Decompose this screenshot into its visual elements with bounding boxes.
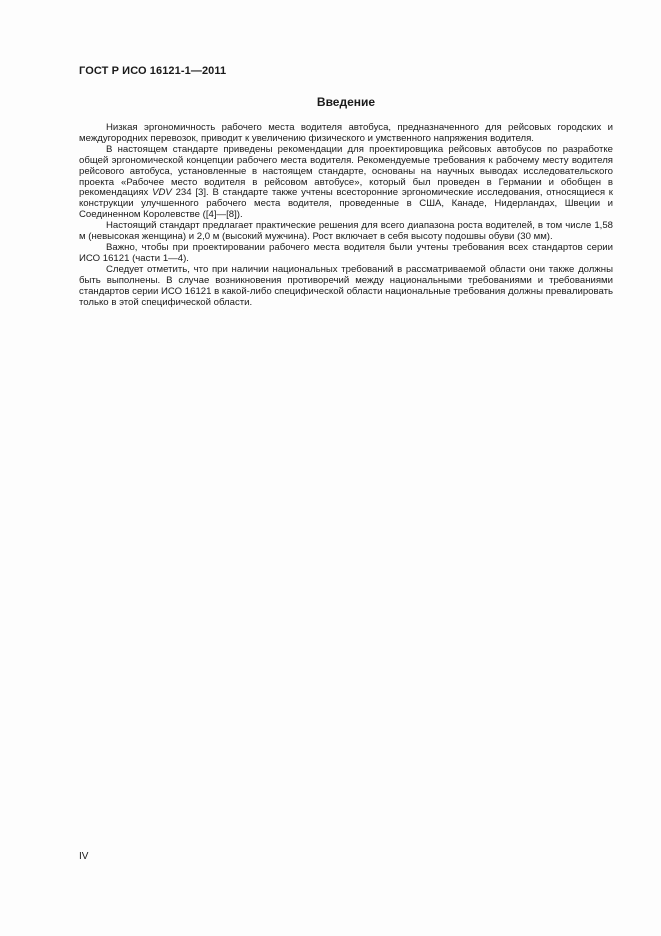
paragraph-2-italic-term: VDV (152, 187, 172, 199)
section-title: Введение (316, 95, 376, 109)
paragraph-3: Настоящий стандарт предлагает практические решения для всего диапазона роста водителей, в том числе 1,58 м (невысокая женщина) и 2,0 м (высокий мужчина). Рост включает в себя высоту подошвы обуви (30 мм). (79, 220, 613, 243)
section-body (79, 123, 613, 308)
paragraph-4: Важно, чтобы при проектировании рабочего места водителя были учтены требования всех стандартов серии ИСО 16121 (части 1—4). (79, 241, 613, 264)
paragraph-2 (79, 145, 613, 221)
paragraph-1: Низкая эргономичность рабочего места водителя автобуса, предназначенного для рейсовых городских и междугородних перевозок, приводит к увеличению физического и умственного напряжения водителя. (79, 122, 613, 144)
paragraph-5: Следует отметить, что при наличии национальных требований в рассматриваемой области они также должны быть выполнены. В случае возникновения противоречий между национальными требованиями и требованиями стандартов серии ИСО 16121 в какой-либо специфической области национальные требования должны превалировать только в этой специфической области. (79, 263, 613, 308)
paragraph-2-text-start: В настоящем стандарте приведены рекомендации для проектировщика рейсовых автобусов по разработке общей эргономической концепции рабочего места водителя. Рекомендуемые требования к рабочему месту водителя рейсового автобуса, установленные в настоящем стандарте, основаны на научных выводах исследовательского проекта «Рабочее место водителя в рейсовом автобусе», который был проведен в Германии и обобщен в рекомендациях (79, 143, 613, 199)
document-header: ГОСТ Р ИСО 16121-1—2011 (79, 65, 227, 77)
page-number: IV (79, 851, 89, 862)
paragraph-2-text-end: 234 [3]. В стандарте также учтены всесторонние эргономические исследования, относящиеся к конструкции улучшенного рабочего места водителя, проведенные в США, Канаде, Нидерландах, Швеции и Соединенном Королевстве ([4]—[8]). (79, 187, 613, 221)
